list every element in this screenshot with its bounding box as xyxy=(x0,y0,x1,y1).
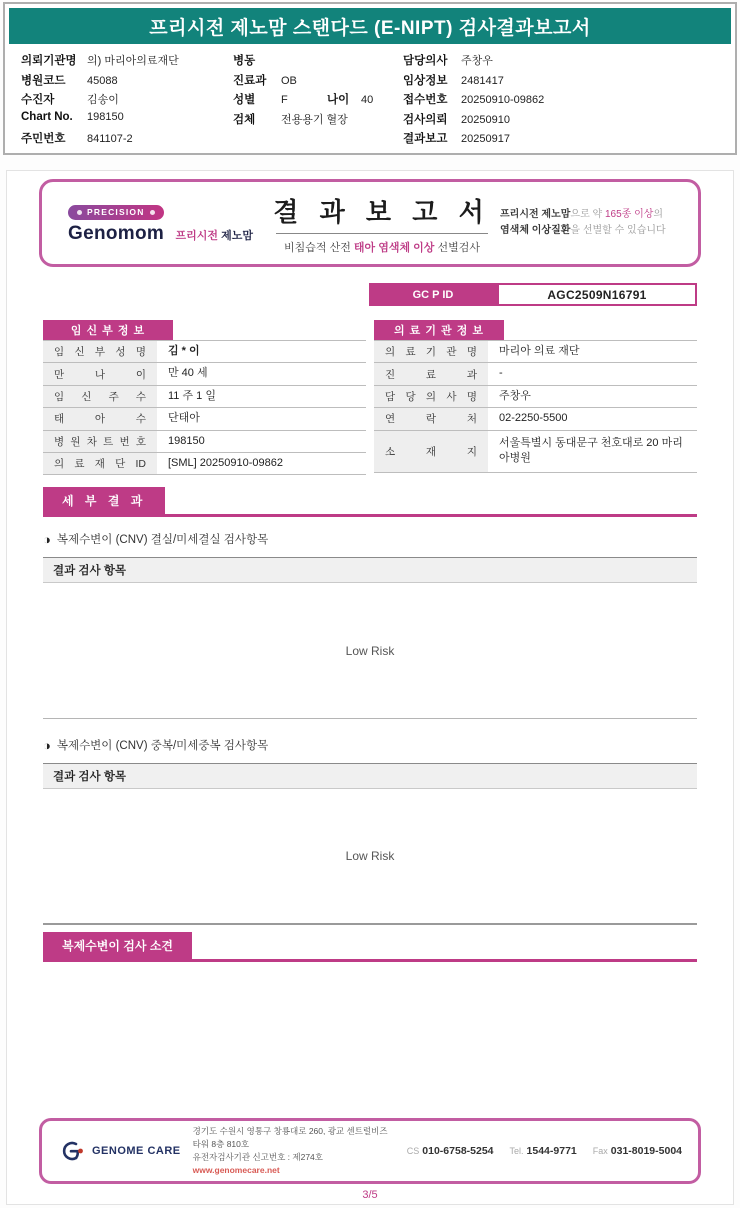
field-row xyxy=(233,91,403,111)
footer-contacts xyxy=(407,1145,682,1157)
order-info-col1 xyxy=(21,52,233,150)
cnv-duplication-title xyxy=(43,737,697,753)
genomom-logo xyxy=(68,202,264,245)
genome-care-logo xyxy=(58,1139,181,1163)
section-title: 복제수변이 검사 소견 xyxy=(43,932,192,959)
field-row xyxy=(403,91,719,111)
row-value: 주창우 xyxy=(499,389,531,402)
table-row xyxy=(374,386,697,408)
field-value: 45088 xyxy=(87,74,118,87)
report-title-block xyxy=(264,192,500,255)
table-row xyxy=(43,363,366,385)
row-label: 진 료 과 xyxy=(385,368,477,381)
brand-name: Genomom xyxy=(68,222,165,244)
field-value: 198150 xyxy=(87,110,124,123)
row-value: - xyxy=(499,367,503,380)
table-row xyxy=(374,408,697,430)
row-label: 소 재 지 xyxy=(385,445,477,458)
field-label: Chart No. xyxy=(21,110,73,123)
row-value: 서울특별시 동대문구 천호대로 20 마리아병원 xyxy=(499,436,683,465)
row-value: 11 주 1 일 xyxy=(168,389,216,402)
genome-care-logo-text: GENOME CARE xyxy=(92,1145,181,1157)
report-header-box xyxy=(39,179,701,267)
field-value: 20250910 xyxy=(461,113,510,126)
field-label: 병동 xyxy=(233,55,256,67)
row-label: 연 락 처 xyxy=(385,413,477,426)
order-info-grid xyxy=(5,44,735,150)
field-label: 의뢰기관명 xyxy=(21,55,77,67)
footer-fax: Fax 031-8019-5004 xyxy=(592,1145,682,1157)
field-value: 20250910-09862 xyxy=(461,94,545,106)
footer-cs: CS 010-6758-5254 xyxy=(406,1145,494,1157)
report-tagline: 프리시전 제노맘으로 약 165종 이상의 염색체 이상질환을 선별할 수 있습니다 xyxy=(500,209,666,236)
title-divider xyxy=(276,233,488,234)
precision-badge: PRECISION xyxy=(68,205,164,220)
row-label: 태 아 수 xyxy=(54,413,146,426)
table-row xyxy=(43,386,366,408)
field-row xyxy=(233,111,403,131)
table-row xyxy=(374,363,697,385)
table-row xyxy=(374,341,697,363)
row-label: 임 신 부 성 명 xyxy=(54,346,146,359)
field-row xyxy=(21,52,233,72)
field-label: 검사의뢰 xyxy=(403,113,448,126)
cnv-deletion-label: 복제수변이 (CNV) 결실/미세결실 검사항목 xyxy=(56,534,269,547)
field-label: 임상정보 xyxy=(403,74,448,87)
info-tables xyxy=(43,320,697,475)
gc-p-id-value: AGC2509N16791 xyxy=(497,283,697,306)
field-label: 병원코드 xyxy=(21,74,66,87)
page-number: 3/5 xyxy=(362,1189,378,1201)
row-value: 198150 xyxy=(168,434,205,447)
field-row xyxy=(233,52,403,72)
row-label: 담 당 의 사 명 xyxy=(385,390,477,403)
half-circle-icon: ◑ xyxy=(43,531,51,547)
half-circle-icon: ◑ xyxy=(43,737,51,753)
field-value: 40 xyxy=(361,94,374,106)
field-label: 진료과 xyxy=(233,74,267,87)
field-row xyxy=(233,72,403,92)
field-label: 주민번호 xyxy=(21,133,66,145)
field-label: 수진자 xyxy=(21,94,55,106)
field-row xyxy=(21,91,233,111)
row-value: 02-2250-5500 xyxy=(499,412,568,425)
field-value: 전용용기 혈장 xyxy=(281,113,348,126)
field-value: 김송이 xyxy=(87,94,119,106)
field-label: 나이 xyxy=(327,94,350,106)
row-label: 병 원 차 트 번 호 xyxy=(54,435,146,448)
field-row xyxy=(403,72,719,92)
field-value: 주창우 xyxy=(461,55,493,67)
row-value: 마리아 의료 재단 xyxy=(499,345,580,357)
row-label: 만 나 이 xyxy=(54,368,146,381)
order-info-col3 xyxy=(403,52,719,150)
footer-address-line2: 유전자검사기관 신고번호 : 제274호 xyxy=(192,1152,323,1162)
table-row xyxy=(374,431,697,473)
row-value: 만 40 세 xyxy=(168,367,208,380)
row-label: 의 료 재 단 ID xyxy=(54,458,146,471)
report-title: 결 과 보 고 서 xyxy=(273,196,491,227)
cnv-deletion-result: Low Risk xyxy=(43,583,697,719)
table-row xyxy=(43,341,366,363)
field-row xyxy=(403,52,719,72)
field-value: 841107-2 xyxy=(87,133,133,145)
field-value: 의) 마리아의료재단 xyxy=(87,55,179,67)
genome-care-logo-icon xyxy=(58,1139,86,1163)
patient-table-header: 임 신 부 정 보 xyxy=(43,320,173,340)
footer-address xyxy=(193,1125,395,1178)
cnv-duplication-result: Low Risk xyxy=(43,789,697,925)
institution-table-header: 의 료 기 관 정 보 xyxy=(374,320,504,340)
report-main-title: 프리시전 제노맘 스탠다드 (E-NIPT) 검사결과보고서 xyxy=(9,8,731,44)
footer-address-line1: 경기도 수원시 영통구 창룡대로 260, 광교 센트럴비즈타워 8층 810호 xyxy=(192,1125,388,1149)
institution-info-table xyxy=(374,320,697,475)
report-page xyxy=(6,170,734,1205)
footer xyxy=(39,1118,701,1184)
section-title: 세 부 결 과 xyxy=(43,487,165,514)
field-value: F xyxy=(281,94,288,106)
field-label: 담당의사 xyxy=(403,55,448,67)
field-row xyxy=(403,130,719,150)
row-label: 임 신 주 수 xyxy=(54,390,146,403)
cnv-duplication-table-header: 결과 검사 항목 xyxy=(43,763,697,789)
cnv-findings-section-header xyxy=(43,932,697,962)
brand-korean: 프리시전 제노맘 xyxy=(175,229,253,242)
footer-tel: Tel. 1544-9771 xyxy=(509,1145,577,1157)
cnv-duplication-label: 복제수변이 (CNV) 중복/미세중복 검사항목 xyxy=(56,740,269,753)
gc-p-id-row xyxy=(43,283,697,306)
field-row xyxy=(21,72,233,92)
field-value: OB xyxy=(281,74,297,87)
order-header xyxy=(3,2,737,155)
field-label: 접수번호 xyxy=(403,94,448,106)
field-row xyxy=(21,111,233,131)
footer-website-link[interactable]: www.genomecare.net xyxy=(192,1165,280,1176)
patient-info-table xyxy=(43,320,366,475)
field-row xyxy=(21,130,233,150)
field-row xyxy=(403,111,719,131)
detail-results-section-header xyxy=(43,487,697,517)
order-info-col2 xyxy=(233,52,403,150)
row-value: [SML] 20250910-09862 xyxy=(168,456,283,469)
table-row xyxy=(43,431,366,453)
cnv-deletion-table-header: 결과 검사 항목 xyxy=(43,557,697,583)
report-subtitle: 비침습적 산전 태아 염색체 이상 선별검사 xyxy=(284,241,480,254)
field-label: 성별 xyxy=(233,94,256,106)
table-row xyxy=(43,453,366,475)
field-value: 2481417 xyxy=(461,74,504,87)
row-label: 의 료 기 관 명 xyxy=(385,346,477,359)
table-row xyxy=(43,408,366,430)
field-label: 검체 xyxy=(233,113,256,126)
row-value: 단태아 xyxy=(168,412,200,425)
field-label: 결과보고 xyxy=(403,133,448,145)
row-value: 김 * 이 xyxy=(168,345,200,357)
field-value: 20250917 xyxy=(461,133,510,145)
cnv-deletion-title xyxy=(43,531,697,547)
gc-p-id-label: GC P ID xyxy=(369,283,497,306)
